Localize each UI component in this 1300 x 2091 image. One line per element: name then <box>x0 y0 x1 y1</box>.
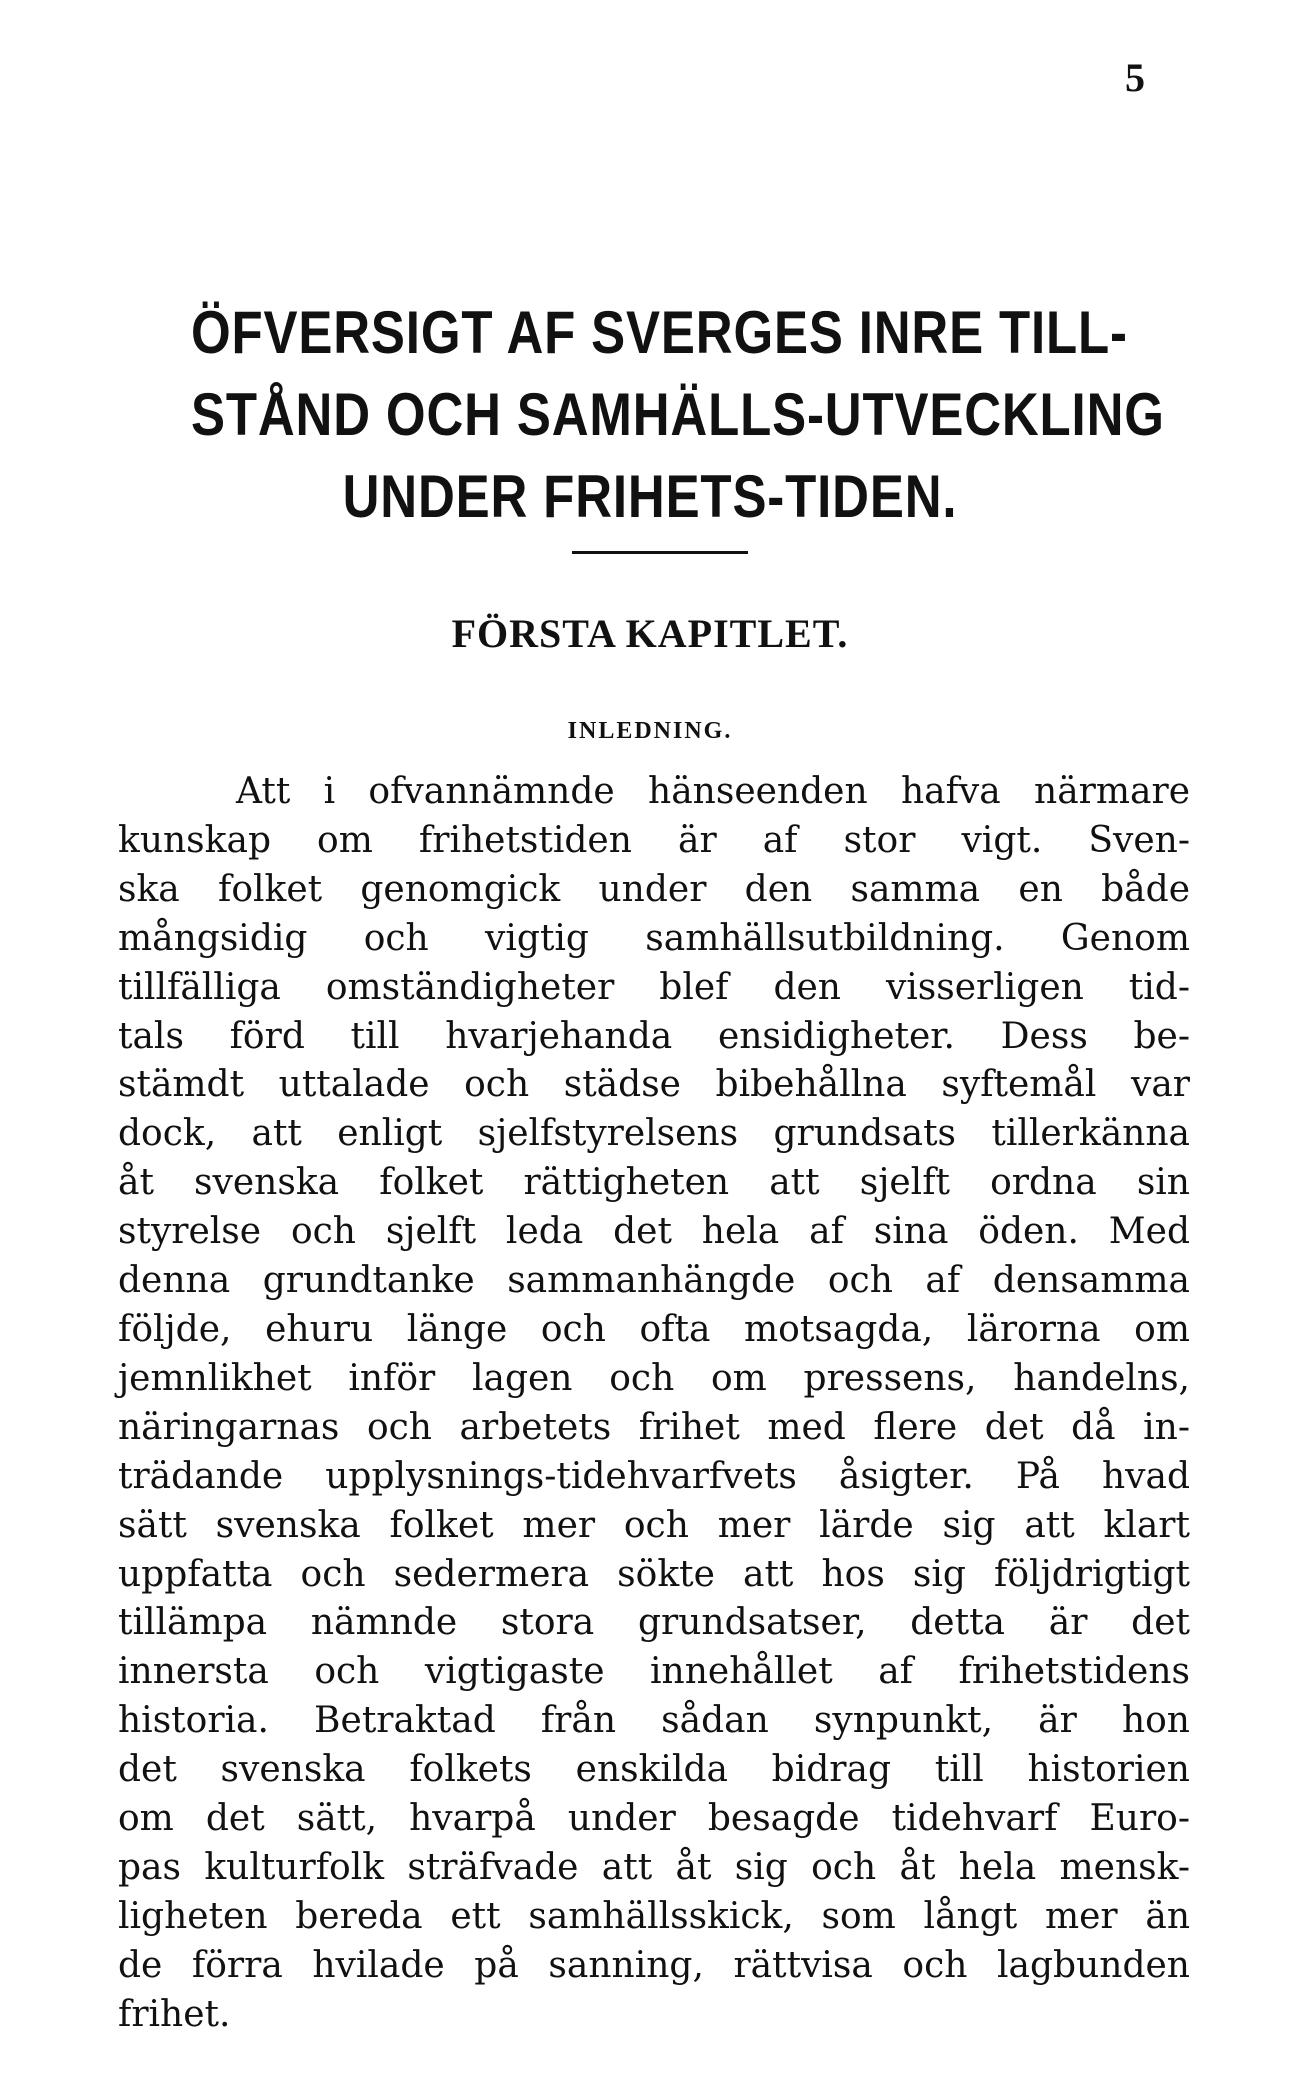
text-line: följde, ehuru länge och ofta motsagda, lärorna om <box>118 1308 1190 1350</box>
text-line: Att i ofvannämnde hänseenden hafva närmare <box>236 771 1190 812</box>
text-line: historia. Betraktad från sådan synpunkt, är hon <box>118 1700 1190 1742</box>
text-line: stämdt uttalade och städse bibehållna syftemål var <box>118 1064 1190 1106</box>
text-line: det svenska folkets enskilda bidrag till historien <box>118 1749 1190 1791</box>
text-line: frihet. <box>118 1993 231 2035</box>
text-line: tillämpa nämnde stora grundsatser, detta är det <box>118 1602 1190 1644</box>
text-line: jemnlikhet inför lagen och om pressens, handelns, <box>118 1357 1190 1399</box>
text-line: sätt svenska folket mer och mer lärde sig att klart <box>118 1504 1190 1546</box>
text-line: uppfatta och sedermera sökte att hos sig följdrigtigt <box>118 1553 1190 1595</box>
text-line: åt svenska folket rättigheten att sjelft ordna sin <box>118 1162 1190 1204</box>
text-line: näringarnas och arbetets frihet med flere det då in- <box>118 1406 1190 1448</box>
text-line: kunskap om frihetstiden är af stor vigt. Sven- <box>118 819 1190 861</box>
text-line: styrelse och sjelft leda det hela af sina öden. Med <box>118 1211 1190 1253</box>
chapter-heading: FÖRSTA KAPITLET. <box>451 611 849 656</box>
text-line: mångsidig och vigtig samhällsutbildning. Genom <box>118 917 1190 959</box>
title-divider <box>572 551 748 554</box>
text-line: trädande upplysnings-tidehvarfvets åsigter. På hvad <box>118 1455 1190 1497</box>
title-line: STÅND OCH SAMHÄLLS-UTVECKLING <box>191 381 1165 448</box>
text-line: tillfälliga omständigheter blef den visserligen tid- <box>118 966 1190 1008</box>
page-title <box>191 292 1165 538</box>
text-line: pas kulturfolk sträfvade att åt sig och åt hela mensk- <box>118 1846 1190 1888</box>
section-heading: INLEDNING. <box>567 718 733 744</box>
text-line: om det sätt, hvarpå under besagde tidehvarf Euro- <box>118 1798 1190 1840</box>
title-line: ÖFVERSIGT AF SVERGES INRE TILL- <box>191 299 1128 366</box>
text-line: innersta och vigtigaste innehållet af frihetstidens <box>118 1651 1190 1693</box>
text-line: de förra hvilade på sanning, rättvisa och lagbunden <box>118 1944 1190 1986</box>
body-paragraph <box>118 768 1190 2040</box>
text-line: denna grundtanke sammanhängde och af densamma <box>118 1260 1190 1302</box>
text-line: ligheten bereda ett samhällsskick, som långt mer än <box>118 1895 1190 1937</box>
text-line: tals förd till hvarjehanda ensidigheter. Dess be- <box>118 1015 1190 1057</box>
text-line: dock, att enligt sjelfstyrelsens grundsats tillerkänna <box>118 1113 1190 1155</box>
page-number: 5 <box>1125 55 1145 100</box>
text-line: ska folket genomgick under den samma en både <box>118 868 1190 910</box>
title-line: UNDER FRIHETS-TIDEN. <box>342 463 958 530</box>
